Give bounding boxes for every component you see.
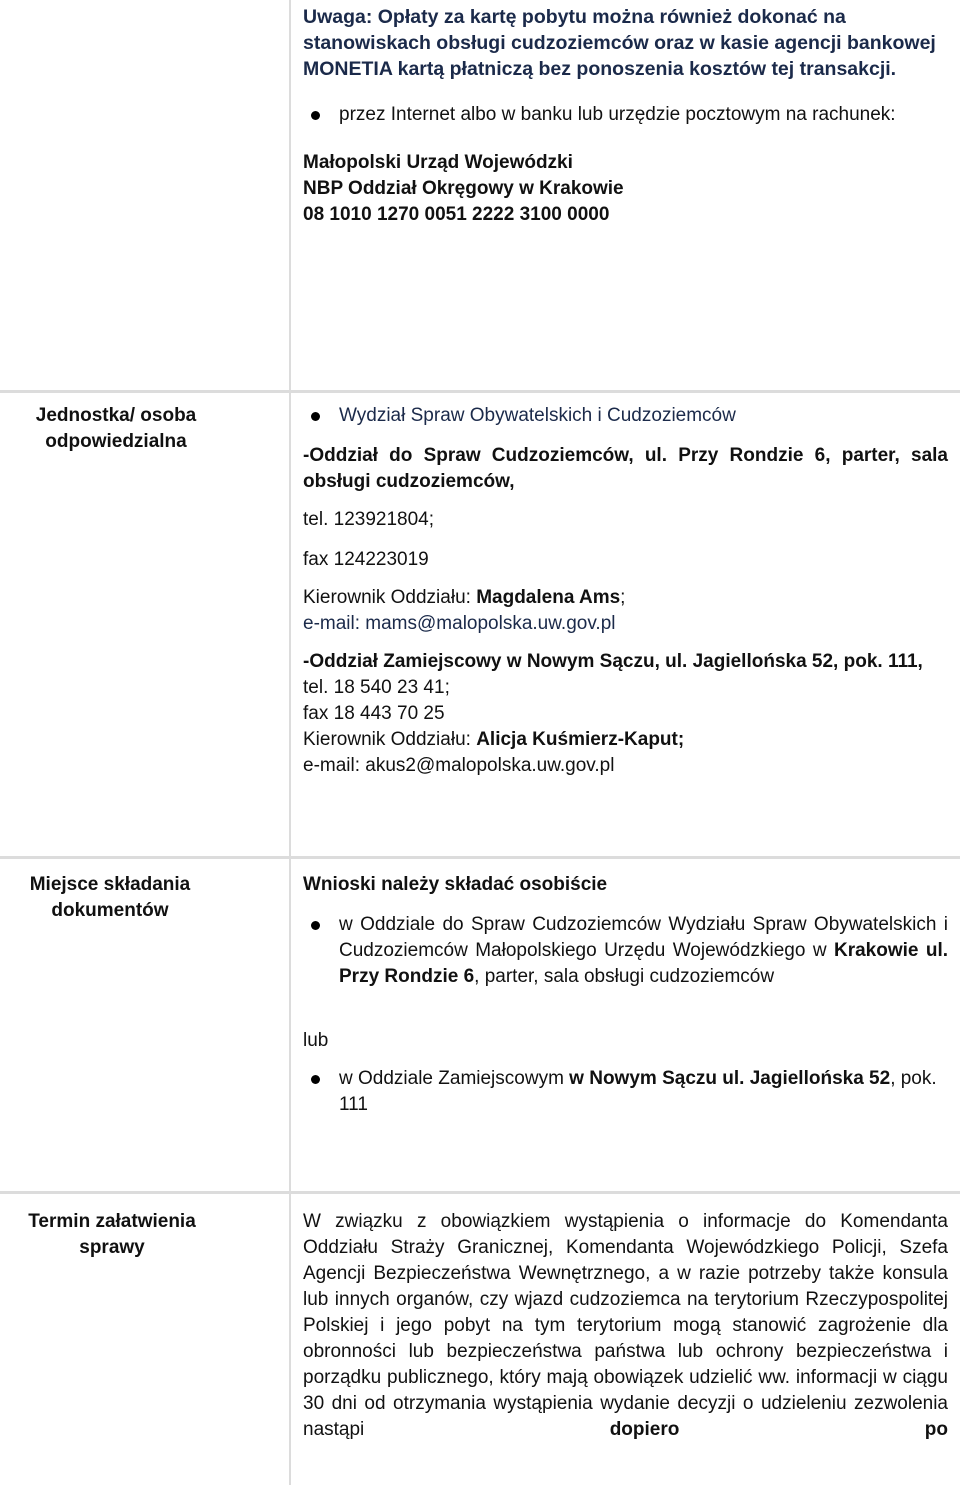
dept1-tel: tel. 123921804; [303,509,435,530]
deadline-text-bold: dopiero po [609,1419,949,1440]
submission-label-text: Miejsce składania dokumentów [29,874,191,921]
bank-account-block [303,150,948,228]
submission-heading: Wnioski należy składać osobiście [303,874,608,895]
dept2-head-label: Kierownik Oddziału: [303,729,477,750]
dept1-email[interactable]: e-mail: mams@malopolska.uw.gov.pl [303,613,616,634]
submission-bullet-2 [303,1066,948,1118]
dept2-tel: tel. 18 540 23 41; [303,677,450,698]
payment-bullet-text: przez Internet albo w banku lub urzędzie pocztowym na rachunek: [339,104,896,125]
responsible-bullet-text: Wydział Spraw Obywatelskich i Cudzoziemców [339,405,736,426]
submission-bullet-1 [303,912,948,990]
column-divider [289,393,291,857]
account-number: 08 1010 1270 0051 2222 3100 0000 [303,204,610,225]
submission-bullet-1-bold: Krakowie ul. Przy Rondzie 6 [339,940,949,987]
column-divider [289,859,291,1192]
payment-note: Uwaga: Opłaty za kartę pobytu można również dokonać na stanowiskach obsługi cudzoziemców oraz w kasie agencji bankowej MONETIA kartą płatniczą bez ponoszenia kosztów tej transakcji. [303,6,936,80]
bullet-icon [311,921,320,930]
bullet-icon [311,412,320,421]
bullet-icon [311,111,320,120]
deadline-text: W związku z obowiązkiem wystąpienia o informacje do Komendanta Oddziału Straży Granicznej, Komendanta Wojewódzkiego Policji, Szefa Agencji Bezpieczeństwa Wewnętrznego, a w razie potrzeby także konsula lub innych organów, czy wjazd cudzoziemca na terytorium Rzeczypospolitej Polskiej i jego pobyt na tym terytorium mogą stanowić zagrożenie dla obronności lub bezpieczeństwa państwa lub ochrony bezpieczeństwa i porządku publicznego, który mają obowiązek udzielić ww. informacji w ciągu 30 dni od otrzymania wystąpienia wydanie decyzji o udzieleniu zezwolenia nastąpi [303,1211,948,1440]
account-bank: NBP Oddział Okręgowy w Krakowie [303,178,624,199]
row-divider [0,856,960,859]
payment-bullet [303,102,948,128]
column-divider [289,1194,291,1485]
dept1-head-label: Kierownik Oddziału: [303,587,477,608]
submission-bullet-2-tail: , pok. 111 [339,1068,937,1115]
dept1-head-name: Magdalena Ams [476,587,621,608]
submission-or: lub [303,1030,329,1051]
payment-cell [303,4,948,228]
dept2-email[interactable]: e-mail: akus2@malopolska.uw.gov.pl [303,755,615,776]
row-divider [0,390,960,393]
row-divider [0,1191,960,1194]
dept1-head-semicolon: ; [620,587,626,608]
responsible-label [0,403,289,455]
account-name: Małopolski Urząd Wojewódzki [303,152,573,173]
bullet-icon [311,1075,320,1084]
responsible-bullet [303,403,948,429]
dept1-title: -Oddział do Spraw Cudzoziemców, ul. Przy Rondzie 6, parter, sala obsługi cudzoziemców, [303,445,948,492]
submission-bullet-1-tail: , parter, sala obsługi cudzoziemców [474,966,775,987]
dept2-head-name: Alicja Kuśmierz-Kaput; [476,729,685,750]
dept2-head [303,727,948,753]
responsible-cell [303,403,948,779]
column-divider [289,0,291,392]
submission-bullet-2-text: w Oddziale Zamiejscowym [339,1068,570,1089]
deadline-label-text: Termin załatwienia sprawy [28,1211,196,1258]
submission-bullet-2-bold: w Nowym Sączu ul. Jagiellońska 52 [569,1068,891,1089]
deadline-cell [303,1209,948,1443]
submission-cell [303,872,948,1118]
submission-label [0,872,289,924]
deadline-label [0,1209,289,1261]
dept1-fax: fax 124223019 [303,549,429,570]
dept2-fax: fax 18 443 70 25 [303,703,445,724]
dept1-head [303,585,948,611]
dept2-title: -Oddział Zamiejscowy w Nowym Sączu, ul. Jagiellońska 52, pok. 111, [303,651,923,672]
responsible-label-text: Jednostka/ osoba odpowiedzialna [35,405,197,452]
submission-bullet-1-text: w Oddziale do Spraw Cudzoziemców Wydziału Spraw Obywatelskich i Cudzoziemców Małopolskiego Urzędu Wojewódzkiego w [339,914,948,961]
